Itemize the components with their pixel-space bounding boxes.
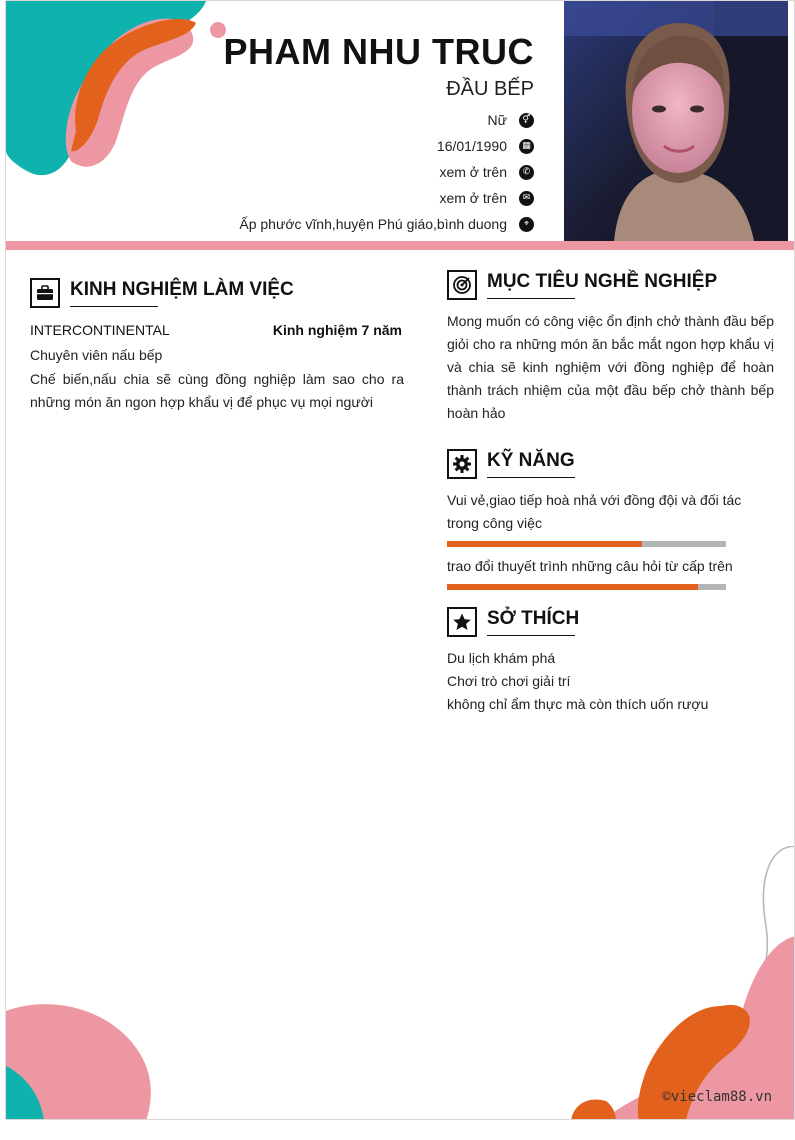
skills-title-underline xyxy=(487,477,575,479)
star-icon xyxy=(447,607,477,637)
personal-info-list xyxy=(174,107,534,237)
gear-icon xyxy=(447,449,477,479)
skills-list xyxy=(447,489,774,590)
address-text: Ấp phước vĩnh,huyện Phú giáo,bình duong xyxy=(239,216,507,232)
email-text: xem ở trên xyxy=(439,190,507,206)
skill-bar-track xyxy=(447,584,726,590)
experience-title: KINH NGHIỆM LÀM VIỆC xyxy=(70,278,294,300)
objective-section xyxy=(447,270,774,425)
skills-title: KỸ NĂNG xyxy=(487,449,575,471)
hobbies-title: SỞ THÍCH xyxy=(487,607,580,629)
hobbies-list xyxy=(447,647,774,716)
hobby-item: Du lịch khám phá xyxy=(447,650,556,666)
skills-header xyxy=(447,449,774,479)
phone-icon: ✆ xyxy=(519,165,534,180)
objective-header xyxy=(447,270,774,300)
info-birthday xyxy=(174,133,534,159)
hobbies-title-underline xyxy=(487,635,575,637)
skill-label: trao đổi thuyết trình những câu hỏi từ cấp trên xyxy=(447,558,733,574)
objective-text: Mong muốn có công việc ổn định chở thành đầu bếp giỏi cho ra những món ăn bắc mắt ngon hợp khẩu vị và chia sẽ kinh nghiệm với đồng nghiệp để hoàn thành trách nhiệm của một đầu bếp chở thành bếp hoàn hảo xyxy=(447,313,774,421)
skill-bar-fill xyxy=(447,584,698,590)
experience-duration: Kinh nghiệm 7 năm xyxy=(272,322,402,338)
info-address xyxy=(174,211,534,237)
footer-decoration-left xyxy=(6,991,166,1120)
header-divider-bar xyxy=(6,241,795,250)
candidate-name: PHAM NHU TRUC xyxy=(223,31,534,72)
birthday-text: 16/01/1990 xyxy=(436,138,507,154)
hobbies-header xyxy=(447,607,774,637)
briefcase-icon xyxy=(30,278,60,308)
gender-text: Nữ xyxy=(487,112,507,128)
experience-header xyxy=(30,278,404,308)
info-email xyxy=(174,185,534,211)
target-icon xyxy=(447,270,477,300)
watermark: ©vieclam88.vn xyxy=(662,1089,772,1105)
company-name: INTERCONTINENTAL xyxy=(30,322,170,338)
location-icon: ⌖ xyxy=(519,217,534,232)
position-title: Chuyên viên nấu bếp xyxy=(30,347,163,363)
info-gender xyxy=(174,107,534,133)
experience-section xyxy=(30,278,404,414)
experience-title-underline xyxy=(70,306,158,308)
job-title: ĐẦU BẾP xyxy=(446,78,534,100)
footer-decoration-right xyxy=(561,846,795,1120)
hobbies-section xyxy=(447,607,774,716)
cv-page xyxy=(5,0,795,1120)
experience-description: Chế biến,nấu chia sẽ cùng đồng nghiệp làm sao cho ra những món ăn ngon hợp khẩu vị để phục vụ mọi người xyxy=(30,371,404,410)
objective-title-underline xyxy=(487,298,575,300)
gender-icon: ⚥ xyxy=(519,113,534,128)
hobby-item: không chỉ ẩm thực mà còn thích uốn rượu xyxy=(447,696,709,712)
objective-title: MỤC TIÊU NGHỀ NGHIỆP xyxy=(487,270,718,292)
skill-bar-fill xyxy=(447,541,642,547)
info-phone xyxy=(174,159,534,185)
calendar-icon: ▦ xyxy=(519,139,534,154)
skill-bar-track xyxy=(447,541,726,547)
skills-section xyxy=(447,449,774,598)
email-icon: ✉ xyxy=(519,191,534,206)
hobby-item: Chơi trò chơi giải trí xyxy=(447,673,571,689)
experience-entry-header xyxy=(30,320,404,340)
profile-photo xyxy=(564,1,788,241)
skill-label: Vui vẻ,giao tiếp hoà nhả với đồng đội và đối tác trong công việc xyxy=(447,492,742,531)
phone-text: xem ở trên xyxy=(439,164,507,180)
